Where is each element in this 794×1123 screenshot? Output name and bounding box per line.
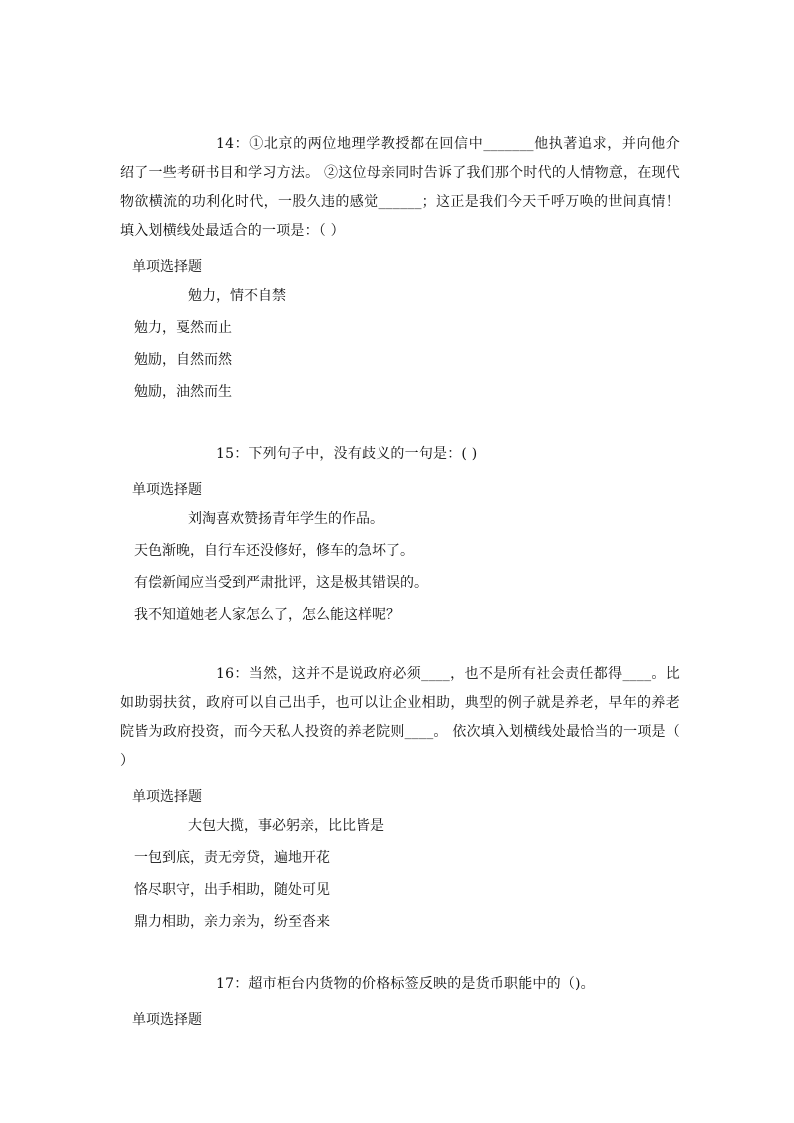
question-16 (120, 660, 680, 938)
option-b[interactable]: 天色渐晚，自行车还没修好，修车的急坏了。 (134, 543, 414, 559)
option-c[interactable]: 勉励，自然而然 (134, 352, 232, 368)
option-c[interactable]: 有偿新闻应当受到严肃批评，这是极其错误的。 (134, 575, 428, 591)
option-a[interactable]: 刘淘喜欢赞扬青年学生的作品。 (188, 511, 384, 527)
option-d[interactable]: 鼎力相助，亲力亲为，纷至沓来 (134, 914, 330, 930)
question-stem: 17：超市柜台内货物的价格标签反映的是货币职能中的（)。 (216, 976, 595, 992)
option-c[interactable]: 恪尽职守，出手相助，随处可见 (134, 882, 330, 898)
option-b[interactable]: 勉力，戛然而止 (134, 320, 232, 336)
option-b[interactable]: 一包到底，责无旁贷，遍地开花 (134, 850, 330, 866)
question-stem: 14：①北京的两位地理学教授都在回信中_______他执著追求，并向他介绍了一些考研书目和学习方法。 ②这位母亲同时告诉了我们那个时代的人情物意，在现代物欲横流的功利化时代，一股久违的感觉______；这正是我们今天千呼万唤的世间真情！ 填入划横线处最适合的一项是：（ ） (120, 136, 680, 239)
option-a[interactable]: 大包大揽，事必躬亲，比比皆是 (188, 818, 384, 834)
option-d[interactable]: 勉励，油然而生 (134, 384, 232, 400)
question-stem: 15：下列句子中，没有歧义的一句是：( ) (216, 446, 478, 462)
question-stem: 16：当然，这并不是说政府必须____，也不是所有社会责任都得____。比如助弱扶贫，政府可以自己出手，也可以让企业相助，典型的例子就是养老，早年的养老院皆为政府投资，而今天私人投资的养老院则____。 依次填入划横线处最恰当的一项是（ ） (120, 666, 680, 769)
question-14 (120, 130, 680, 408)
question-type-label: 单项选择题 (132, 789, 202, 805)
option-d[interactable]: 我不知道她老人家怎么了，怎么能这样呢？ (134, 607, 400, 623)
option-a[interactable]: 勉力，情不自禁 (188, 288, 286, 304)
question-type-label: 单项选择题 (132, 482, 202, 498)
question-17 (120, 970, 680, 1031)
question-type-label: 单项选择题 (132, 259, 202, 275)
question-type-label: 单项选择题 (132, 1012, 202, 1028)
question-15 (120, 440, 680, 631)
